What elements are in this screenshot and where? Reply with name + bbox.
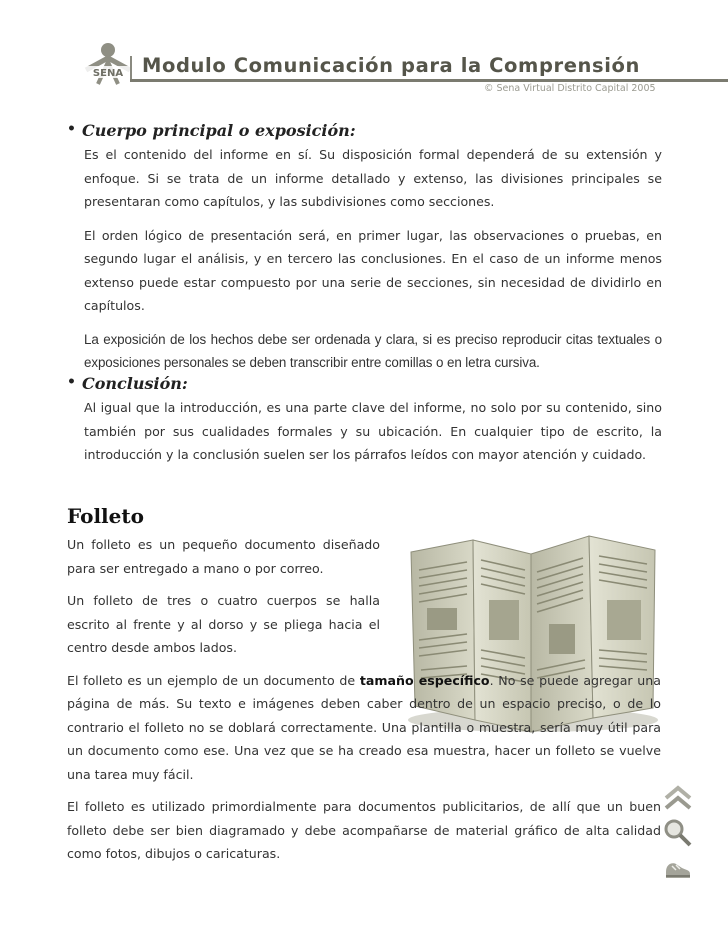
double-chevron-up-icon[interactable] (662, 782, 694, 814)
section-body-title-text: Cuerpo principal o exposición: (82, 121, 356, 140)
shoe-icon[interactable] (662, 852, 694, 884)
header-rule (130, 79, 728, 82)
sena-logo (80, 40, 136, 92)
folleto-paragraph-1: Un folleto es un pequeño documento diseñado para ser entregado a mano o por correo. (67, 537, 380, 576)
folleto-paragraph-3-end: . No se puede agregar una página de más. Su texto e imágenes deben caber dentro de un espacio preciso, o de lo contrario el folleto no se doblará correctamente. Una plantilla o muestra, sería muy útil para un documento como ese. Una vez que se ha creado esa muestra, hacer un folleto se vuelve una tarea muy fácil. (67, 672, 661, 782)
folleto-emphasis: tamaño específico (359, 672, 490, 688)
folleto-heading: Folleto (67, 504, 144, 528)
bullet-icon: • (67, 374, 76, 390)
folleto-body (67, 533, 661, 875)
folleto-paragraph-3 (67, 669, 661, 787)
bullet-icon: • (67, 121, 76, 137)
section-conclusion (68, 374, 662, 477)
header-title: Modulo Comunicación para la Comprensión (142, 54, 641, 77)
page-header (80, 40, 728, 110)
logo-text: SENA (92, 68, 124, 79)
section-body-paragraph-2: El orden lógico de presentación será, en primer lugar, las observaciones o pruebas, en segundo lugar el análisis, y en tercero las conclusiones. En el caso de un informe menos extenso puede estar compuesto por una serie de secciones, sin necesidad de dividirlo en capítulos. (84, 227, 662, 313)
section-conclusion-title (68, 374, 662, 393)
magnifier-icon[interactable] (662, 817, 694, 849)
section-body-paragraph-1: Es el contenido del informe en sí. Su disposición formal dependerá de su extensión y enfoque. Si se trata de un informe detallado y extenso, las divisiones principales se presentaran como capítulos, y las subdivisiones como secciones. (84, 147, 662, 209)
section-body (68, 121, 662, 385)
section-body-title (68, 121, 662, 140)
section-conclusion-paragraph-1: Al igual que la introducción, es una parte clave del informe, no solo por su contenido, sino también por sus cualidades formales y su ubicación. En cualquier tipo de escrito, la introducción y la conclusión suelen ser los párrafos leídos con mayor atención y cuidado. (84, 400, 662, 462)
folleto-paragraph-2: Un folleto de tres o cuatro cuerpos se halla escrito al frente y al dorso y se pliega hacia el centro desde ambos lados. (67, 593, 380, 655)
section-body-paragraph-3: La exposición de los hechos debe ser ordenada y clara, si es preciso reproducir citas textuales o exposiciones personales se deben transcribir entre comillas o en letra cursiva. (84, 331, 662, 370)
folleto-paragraph-3-start: El folleto es un ejemplo de un documento de (67, 672, 360, 688)
folleto-paragraph-4: El folleto es utilizado primordialmente para documentos publicitarios, de allí que un buen folleto debe ser bien diagramado y debe acompañarse de material gráfico de alta calidad como fotos, dibujos o caricaturas. (67, 799, 661, 861)
header-copyright: © Sena Virtual Distrito Capital 2005 (484, 83, 656, 94)
section-conclusion-title-text: Conclusión: (82, 374, 188, 393)
